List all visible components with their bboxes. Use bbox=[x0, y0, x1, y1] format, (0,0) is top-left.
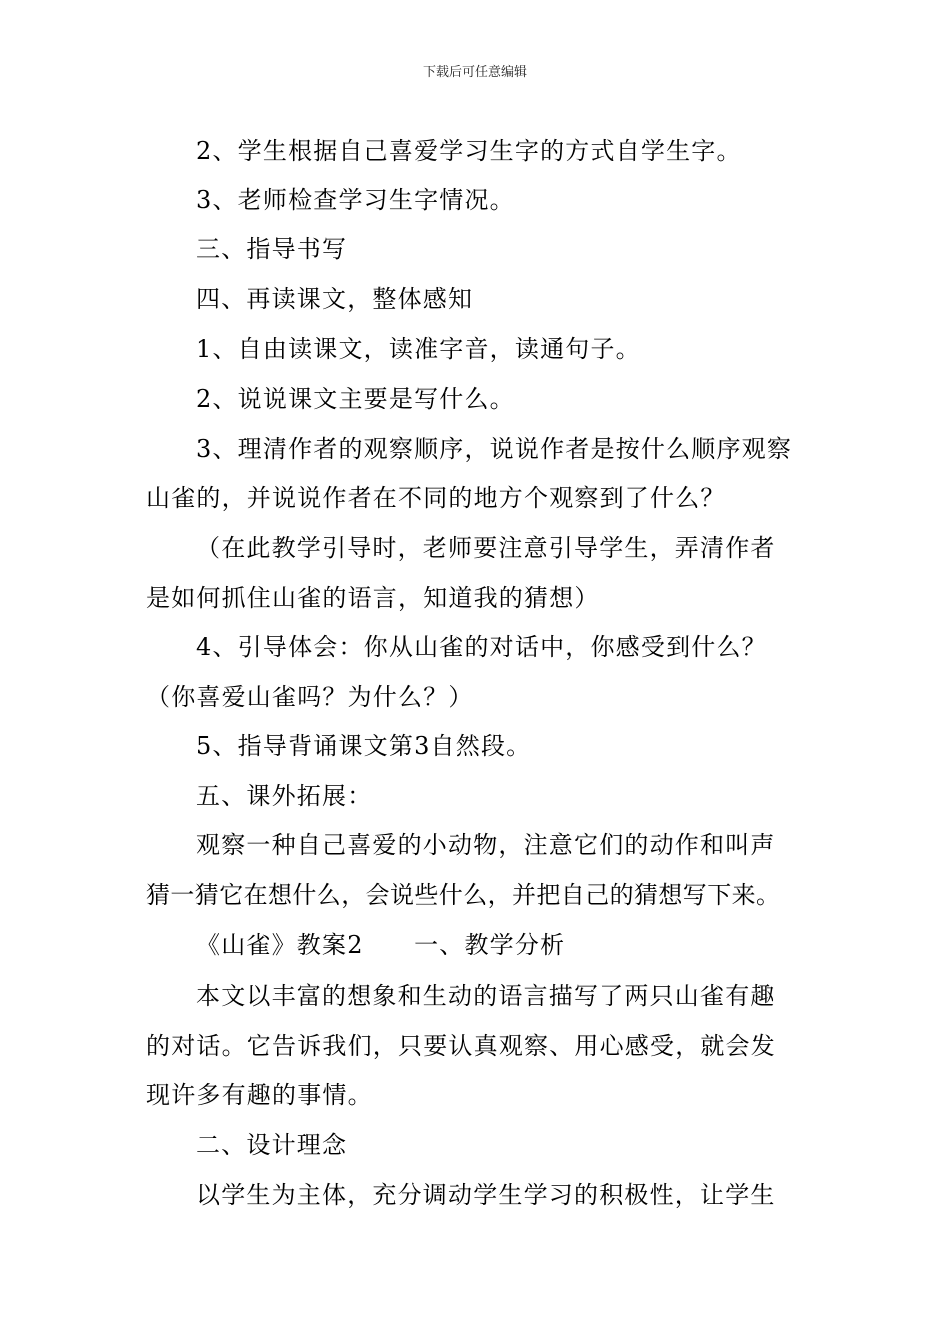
text-line: 3、老师检查学习生字情况。 bbox=[196, 186, 515, 214]
text-line: 本文以丰富的想象和生动的语言描写了两只山雀有趣 bbox=[196, 982, 776, 1010]
text-line: 5、指导背诵课文第3自然段。 bbox=[196, 732, 532, 760]
text-line: 1、自由读课文，读准字音，读通句子。 bbox=[196, 335, 641, 363]
section-heading: 二、设计理念 bbox=[196, 1131, 348, 1159]
section-heading: 三、指导书写 bbox=[196, 235, 348, 263]
text-line: 4、引导体会：你从山雀的对话中，你感受到什么？ bbox=[196, 633, 767, 661]
text-line: 现许多有趣的事情。 bbox=[146, 1081, 373, 1109]
text-line: （你喜爱山雀吗？为什么？） bbox=[146, 683, 474, 711]
text-line: 以学生为主体，充分调动学生学习的积极性，让学生 bbox=[196, 1181, 776, 1209]
text-line: 2、说说课文主要是写什么。 bbox=[196, 385, 515, 413]
text-line: （在此教学引导时，老师要注意引导学生，弄清作者 bbox=[196, 534, 776, 562]
section-heading: 四、再读课文，整体感知 bbox=[196, 285, 474, 313]
text-line: 猜一猜它在想什么，会说些什么，并把自己的猜想写下来。 bbox=[146, 881, 781, 909]
text-line: 的对话。它告诉我们，只要认真观察、用心感受，就会发 bbox=[146, 1032, 776, 1060]
section-heading: 《山雀》教案2 一、教学分析 bbox=[196, 931, 566, 959]
page-header: 下载后可任意编辑 bbox=[422, 65, 527, 80]
text-line: 观察一种自己喜爱的小动物，注意它们的动作和叫声 bbox=[196, 831, 776, 859]
section-heading: 五、课外拓展： bbox=[196, 782, 373, 810]
text-line: 山雀的，并说说作者在不同的地方个观察到了什么？ bbox=[146, 484, 726, 512]
text-line: 3、理清作者的观察顺序，说说作者是按什么顺序观察 bbox=[196, 435, 793, 463]
text-line: 是如何抓住山雀的语言，知道我的猜想） bbox=[146, 584, 600, 612]
text-line: 2、学生根据自己喜爱学习生字的方式自学生字。 bbox=[196, 137, 742, 165]
